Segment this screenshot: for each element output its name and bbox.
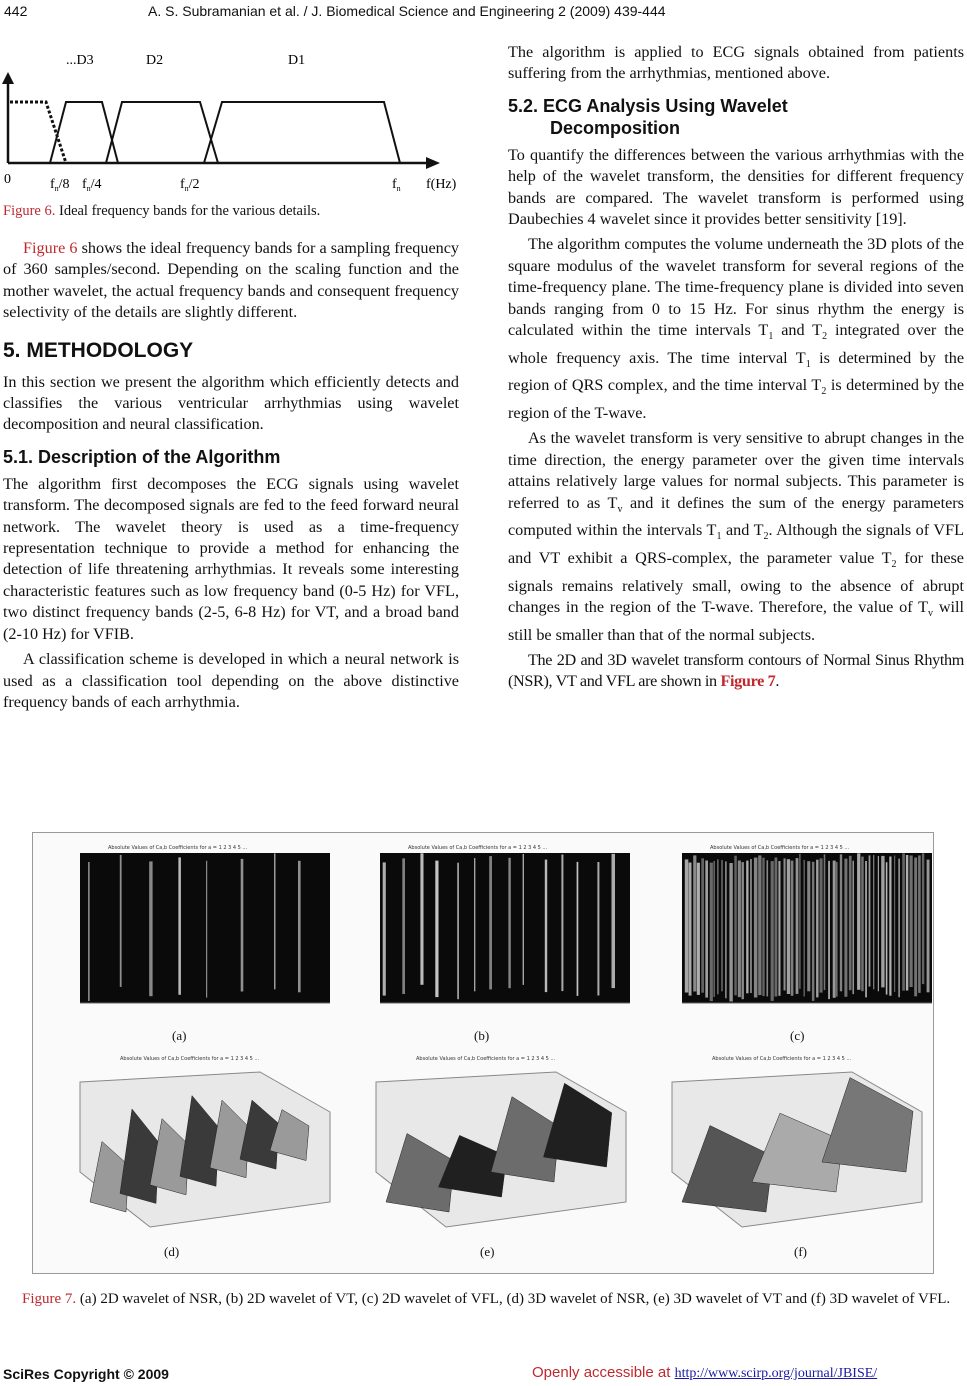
- scalogram-stripe: [508, 858, 510, 988]
- scalogram-stripe: [914, 858, 917, 997]
- panel-a-nsr-2d: [68, 843, 338, 1013]
- scalogram-stripe: [857, 853, 860, 990]
- journal-url-link[interactable]: http://www.scirp.org/journal/JBISE/: [674, 1366, 878, 1381]
- scalogram-stripe: [725, 861, 726, 998]
- scalogram-stripe: [775, 858, 778, 997]
- left-column: [3, 238, 459, 713]
- sublabel-b: (b): [474, 1028, 490, 1043]
- paragraph-sensitivity: As the wavelet transform is very sensitive to abrupt changes in the time direction, the energy parameter over the given time intervals attains relatively large values for normal subjects. This parameter is referred to as $T_v$ and it defines the sum of the energy parameters computed within the intervals $T_1$ and $T_2$. Although the signals of VFL and VT exhibit a QRS-complex, the parameter value $T_2$ for these signals remains relatively small, owing to the absence of abrupt changes in the region of the T-wave. Therefore, the value of $T_v$ will still be smaller than that of the normal subjects.: [508, 429, 965, 644]
- running-header-text: A. S. Subramanian et al. / J. Biomedical Science and Engineering 2 (2009) 439-444: [148, 3, 666, 19]
- svg-text:Absolute Values of Ca,b Coeffi: Absolute Values of Ca,b Coefficients for a = 1 2 3 4 5 ...: [416, 1056, 556, 1062]
- scalogram-stripe: [824, 854, 826, 990]
- scalogram-stripe: [561, 855, 563, 992]
- scalogram-stripe: [820, 858, 823, 992]
- scalogram-stripe: [836, 862, 838, 997]
- section-5-heading: 5. METHODOLOGY: [3, 338, 194, 362]
- svg-text:Absolute Values of Ca,b Coeffi: Absolute Values of Ca,b Coefficients for a = 1 2 3 4 5 ...: [108, 845, 248, 851]
- figure7-caption-text: (a) 2D wavelet of NSR, (b) 2D wavelet of VT, (c) 2D wavelet of VFL, (d) 3D wavelet of NSR, (e) 3D wavelet of VT and (f) 3D wavelet of VFL.: [76, 1291, 951, 1307]
- scalogram-stripe: [922, 853, 924, 984]
- tick-labels: [50, 177, 457, 193]
- panel-e-vt-3d: [356, 1052, 636, 1232]
- paragraph-quantify: To quantify the differences between the various arrhythmias with the help of the wavelet transform, the densities for different frequency bands are compared. The wavelet transform is performed using Daubechies 4 wavelet since it provides better sensitivity [19].: [508, 145, 964, 229]
- scalogram-stripe: [754, 858, 758, 998]
- paragraph-algorithm-1: The algorithm first decomposes the ECG signals using wavelet transform. The decomposed signals are fed to the feed forward neural network. The wavelet theory is used as a time-frequency representation technique to provide a method for enhancing the detection of life threatening arrhythmias. It reveals some interesting characteristic features such as low frequency band (0-5 Hz) for VFL, two distinct frequency bands (2-5, 6-8 Hz) for VT, and a broad band (2-10 Hz) for VFIB.: [3, 474, 459, 643]
- scalogram-stripe: [787, 859, 790, 994]
- scalogram-stripe: [693, 855, 696, 991]
- scalogram-stripe: [812, 862, 815, 1001]
- sublabel-c: (c): [790, 1028, 805, 1043]
- scalogram-stripe: [865, 861, 867, 997]
- paragraph-applied: The algorithm is applied to ECG signals obtained from patients suffering from the arrhythmias, mentioned above.: [508, 43, 964, 83]
- scalogram-stripe: [771, 861, 774, 1001]
- scalogram-stripe: [784, 858, 786, 990]
- scalogram-stripe: [853, 861, 854, 994]
- tick-fn: $f_n$: [392, 177, 401, 193]
- sublabel-a: (a): [172, 1028, 187, 1043]
- tick-fn-2: $f_n/2$: [180, 177, 200, 193]
- scalogram-stripe: [701, 858, 704, 992]
- scalogram-stripe: [844, 859, 847, 997]
- scalogram-stripe: [799, 854, 800, 989]
- band-label-d2: D2: [146, 53, 164, 68]
- scalogram-stripe: [474, 858, 475, 991]
- figure6-caption: [3, 201, 463, 221]
- scalogram-stripe: [206, 861, 207, 998]
- scalogram-stripe: [402, 858, 405, 994]
- figure7-caption-label: Figure 7.: [22, 1291, 77, 1307]
- scalogram-stripe: [828, 861, 830, 999]
- panel-d-nsr-3d: [60, 1052, 340, 1232]
- scalogram-stripe: [738, 861, 741, 998]
- band-label-d1: D1: [288, 53, 306, 68]
- scalogram-stripe: [881, 856, 884, 988]
- scalogram-stripe: [685, 859, 689, 992]
- scalogram-stripe: [898, 859, 899, 998]
- scalogram-stripe: [435, 861, 438, 998]
- y-axis-arrow: [2, 72, 14, 84]
- scalogram-stripe: [178, 857, 181, 994]
- band-d2: [106, 102, 218, 163]
- figure6-caption-text: Ideal frequency bands for the various details.: [55, 203, 321, 219]
- scalogram-stripe: [545, 860, 547, 993]
- paragraph-contours: The 2D and 3D wavelet transform contours of Normal Sinus Rhythm (NSR), VT and VFL are shown in Figure 7.: [508, 650, 964, 691]
- svg-text:Absolute Values of Ca,b Coeffi: Absolute Values of Ca,b Coefficients for a = 1 2 3 4 5 ...: [408, 845, 548, 851]
- scalogram-stripe: [714, 861, 715, 997]
- scalogram-stripe: [767, 860, 769, 996]
- scalogram-stripe: [523, 854, 524, 985]
- x-axis-arrow: [426, 157, 440, 169]
- scalogram-stripe: [869, 855, 871, 986]
- band-d1: [204, 102, 400, 163]
- band-label-d3: ...D3: [66, 53, 94, 68]
- scalogram-stripe: [894, 856, 895, 993]
- axis-zero: 0: [4, 172, 11, 187]
- footer-access: Openly accessible at http://www.scirp.org/journal/JBISE/: [532, 1364, 878, 1381]
- section-5-1-heading: 5.1. Description of the Algorithm: [3, 446, 281, 467]
- scalogram-stripe: [758, 855, 761, 995]
- scalogram-stripe: [762, 858, 764, 996]
- scalogram-stripe: [873, 855, 874, 989]
- tick-fhz: f(Hz): [426, 177, 457, 192]
- scalogram-stripe: [612, 854, 616, 988]
- figure7-ref-link[interactable]: Figure 7: [720, 672, 776, 691]
- scalogram-stripe: [906, 855, 908, 991]
- scalogram-stripe: [791, 861, 794, 996]
- scalogram-stripe: [489, 856, 492, 989]
- scalogram-stripe: [804, 860, 805, 997]
- right-column: [508, 42, 964, 693]
- scalogram-stripe: [420, 853, 423, 985]
- scalogram-stripe: [689, 863, 692, 996]
- scalogram-stripe: [861, 857, 864, 992]
- scalogram-stripe: [807, 861, 810, 991]
- scalogram-stripe: [849, 856, 852, 990]
- scalogram-stripe: [457, 863, 459, 1000]
- scalogram-stripe: [597, 862, 599, 996]
- footer-copyright: SciRes Copyright © 2009: [3, 1366, 169, 1382]
- scalogram-stripe: [742, 862, 744, 999]
- scalogram-stripe: [88, 862, 90, 1001]
- tick-fn-4: $f_n/4$: [82, 177, 102, 193]
- running-header: [148, 3, 666, 19]
- scalogram-stripe: [710, 863, 713, 1002]
- scalogram-stripe: [927, 860, 930, 993]
- scalogram-stripe: [577, 862, 579, 996]
- panel-c-vfl-2d: [670, 843, 940, 1013]
- scalogram-stripe: [886, 862, 888, 994]
- scalogram-stripe: [717, 859, 718, 994]
- page-number: 442: [4, 3, 28, 19]
- sublabel-d: (d): [164, 1244, 180, 1259]
- scalogram-stripe: [918, 855, 921, 993]
- figure7-caption: [22, 1289, 952, 1309]
- panel-b-vt-2d: [368, 843, 638, 1013]
- paragraph-volume: The algorithm computes the volume underneath the 3D plots of the square modulus of the wavelet transform for several regions of the time-frequency plane. The time-frequency plane is divided into seven bands ranging from 0 to 15 Hz. For sinus rhythm the energy is calculated within the time intervals $T_1$ and $T_2$ integrated over the whole frequency axis. The time interval $T_1$ is determined by the region of QRS complex, and the time interval $T_2$ is determined by the region of the T-wave.: [508, 235, 964, 422]
- scalogram-stripe: [796, 858, 799, 994]
- svg-text:Absolute Values of Ca,b Coeffi: Absolute Values of Ca,b Coefficients for a = 1 2 3 4 5 ...: [712, 1056, 852, 1062]
- section-5-2-heading: 5.2. ECG Analysis Using Wavelet Decomposition: [508, 95, 788, 138]
- scalogram-stripe: [816, 860, 818, 998]
- scalogram-stripe: [298, 861, 301, 993]
- scalogram-stripe: [750, 859, 752, 993]
- paragraph-figure6-desc: Figure 6 shows the ideal frequency bands for a sampling frequency of 360 samples/second. Depending on the scaling function and the mother wavelet, the actual frequency bands and consequent frequency selectivity of the details are slightly different.: [3, 239, 460, 322]
- svg-text:Absolute Values of Ca,b Coeffi: Absolute Values of Ca,b Coefficients for a = 1 2 3 4 5 ...: [120, 1056, 260, 1062]
- paragraph-algorithm-2: A classification scheme is developed in which a neural network is used as a classification tool depending on the above distinctive frequency bands of each arrhythmia.: [3, 650, 459, 711]
- svg-text:Absolute Values of Ca,b Coeffi: Absolute Values of Ca,b Coefficients for a = 1 2 3 4 5 ...: [710, 845, 850, 851]
- scalogram-stripe: [120, 855, 122, 987]
- sublabel-f: (f): [794, 1244, 807, 1259]
- scalogram-stripe: [721, 860, 722, 991]
- scalogram-stripe: [729, 863, 732, 1002]
- scalogram-stripe: [746, 861, 748, 994]
- figure6-caption-label: Figure 6.: [3, 203, 56, 219]
- scalogram-stripe: [840, 854, 842, 991]
- scalogram-stripe: [734, 856, 737, 996]
- scalogram-stripe: [705, 861, 708, 998]
- scalogram-stripe: [383, 862, 386, 995]
- figure6-diagram: [0, 40, 470, 200]
- scalogram-stripe: [241, 859, 244, 992]
- scalogram-stripe: [697, 863, 700, 995]
- scalogram-stripe: [778, 861, 780, 996]
- figure6-ref-link[interactable]: Figure 6: [23, 239, 78, 257]
- paragraph-methodology: In this section we present the algorithm which efficiently detects and classifies the various ventricular arrhythmias using wavelet decomposition and neural classification.: [3, 372, 459, 434]
- scalogram-stripe: [149, 861, 152, 996]
- panel-f-vfl-3d: [652, 1052, 932, 1232]
- tick-fn-8: $f_n/8$: [50, 177, 70, 193]
- scalogram-stripe: [833, 861, 836, 998]
- scalogram-stripe: [902, 853, 905, 990]
- sublabel-e: (e): [480, 1244, 495, 1259]
- scalogram-stripe: [910, 856, 913, 988]
- scalogram-stripe: [878, 856, 879, 991]
- scalogram-stripe: [274, 853, 275, 989]
- scalogram-stripe: [889, 857, 891, 996]
